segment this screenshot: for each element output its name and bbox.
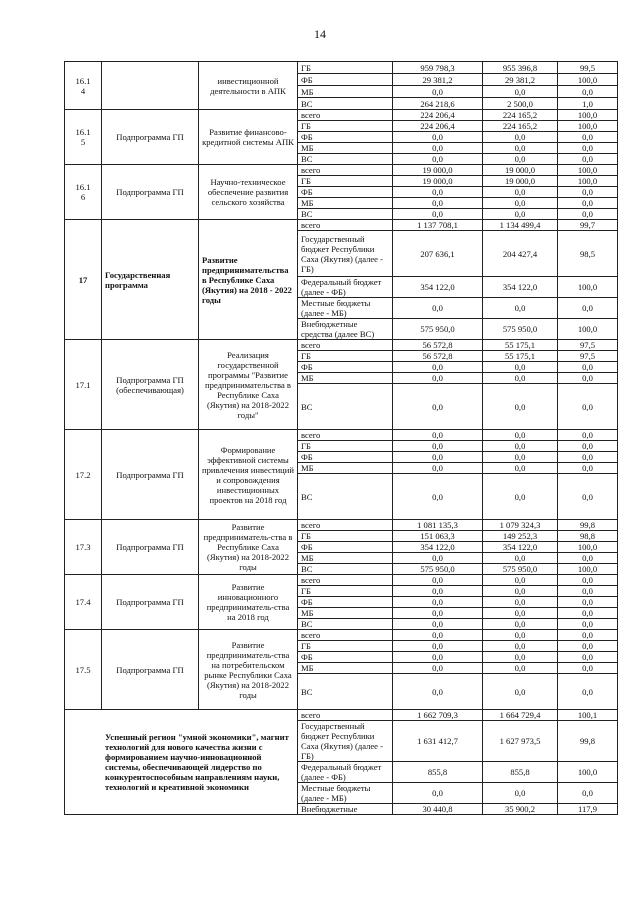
execution-percent: 0,0 bbox=[558, 641, 618, 652]
execution-percent: 0,0 bbox=[558, 674, 618, 710]
execution-percent: 0,0 bbox=[558, 652, 618, 663]
actual-amount: 0,0 bbox=[483, 143, 558, 154]
planned-amount: 855,8 bbox=[393, 762, 483, 783]
funding-source: Государственный бюджет Республики Саха (Якутия) (далее - ГБ) bbox=[298, 231, 393, 277]
planned-amount: 0,0 bbox=[393, 608, 483, 619]
actual-amount: 0,0 bbox=[483, 474, 558, 520]
program-type: Подпрограмма ГП bbox=[102, 110, 199, 165]
actual-amount: 0,0 bbox=[483, 652, 558, 663]
planned-amount: 0,0 bbox=[393, 553, 483, 564]
actual-amount: 575 950,0 bbox=[483, 564, 558, 575]
planned-amount: 0,0 bbox=[393, 298, 483, 319]
actual-amount: 0,0 bbox=[483, 198, 558, 209]
funding-source: МБ bbox=[298, 663, 393, 674]
execution-percent: 97,5 bbox=[558, 340, 618, 351]
execution-percent: 0,0 bbox=[558, 430, 618, 441]
actual-amount: 575 950,0 bbox=[483, 319, 558, 340]
planned-amount: 29 381,2 bbox=[393, 74, 483, 86]
table-row bbox=[65, 630, 618, 641]
actual-amount: 0,0 bbox=[483, 154, 558, 165]
execution-percent: 100,0 bbox=[558, 277, 618, 298]
actual-amount: 0,0 bbox=[483, 86, 558, 98]
funding-source: ГБ bbox=[298, 176, 393, 187]
funding-source: МБ bbox=[298, 463, 393, 474]
program-type: Подпрограмма ГП bbox=[102, 165, 199, 220]
execution-percent: 97,5 bbox=[558, 351, 618, 362]
page-number: 14 bbox=[314, 27, 326, 41]
program-name: Формирование эффективной системы привлечения инвестиций и сопровождения инвестиционных проектов на 2018 год bbox=[199, 430, 298, 520]
execution-percent: 99,8 bbox=[558, 721, 618, 762]
actual-amount: 0,0 bbox=[483, 608, 558, 619]
funding-source: МБ bbox=[298, 198, 393, 209]
funding-source: Местные бюджеты (далее - МБ) bbox=[298, 298, 393, 319]
execution-percent: 0,0 bbox=[558, 187, 618, 198]
funding-source: МБ bbox=[298, 143, 393, 154]
actual-amount: 0,0 bbox=[483, 132, 558, 143]
planned-amount: 0,0 bbox=[393, 463, 483, 474]
actual-amount: 0,0 bbox=[483, 783, 558, 804]
execution-percent: 0,0 bbox=[558, 132, 618, 143]
actual-amount: 0,0 bbox=[483, 641, 558, 652]
execution-percent: 0,0 bbox=[558, 154, 618, 165]
execution-percent: 0,0 bbox=[558, 362, 618, 373]
funding-source: ГБ bbox=[298, 586, 393, 597]
funding-source: всего bbox=[298, 110, 393, 121]
funding-source: всего bbox=[298, 430, 393, 441]
execution-percent: 100,0 bbox=[558, 74, 618, 86]
execution-percent: 100,0 bbox=[558, 564, 618, 575]
actual-amount: 0,0 bbox=[483, 663, 558, 674]
actual-amount: 1 627 973,5 bbox=[483, 721, 558, 762]
planned-amount: 0,0 bbox=[393, 86, 483, 98]
execution-percent: 0,0 bbox=[558, 373, 618, 384]
planned-amount: 0,0 bbox=[393, 373, 483, 384]
funding-source: ГБ bbox=[298, 441, 393, 452]
funding-source: Государственный бюджет Республики Саха (Якутия) (далее - ГБ) bbox=[298, 721, 393, 762]
funding-source: всего bbox=[298, 710, 393, 721]
table-row bbox=[65, 165, 618, 176]
planned-amount: 56 572,8 bbox=[393, 340, 483, 351]
funding-source: ВС bbox=[298, 474, 393, 520]
item-number: 17.4 bbox=[65, 575, 102, 630]
planned-amount: 1 631 412,7 bbox=[393, 721, 483, 762]
funding-source: ВС bbox=[298, 564, 393, 575]
planned-amount: 207 636,1 bbox=[393, 231, 483, 277]
actual-amount: 204 427,4 bbox=[483, 231, 558, 277]
execution-percent: 0,0 bbox=[558, 452, 618, 463]
funding-source: ФБ bbox=[298, 652, 393, 663]
item-number: 17.3 bbox=[65, 520, 102, 575]
planned-amount: 0,0 bbox=[393, 586, 483, 597]
planned-amount: 0,0 bbox=[393, 132, 483, 143]
funding-source: ВС bbox=[298, 619, 393, 630]
execution-percent: 100,0 bbox=[558, 176, 618, 187]
item-number: 17.5 bbox=[65, 630, 102, 710]
program-name: Развитие финансово-кредитной системы АПК bbox=[199, 110, 298, 165]
funding-source: МБ bbox=[298, 608, 393, 619]
funding-source: всего bbox=[298, 520, 393, 531]
actual-amount: 354 122,0 bbox=[483, 277, 558, 298]
actual-amount: 0,0 bbox=[483, 452, 558, 463]
funding-source: всего bbox=[298, 165, 393, 176]
actual-amount: 0,0 bbox=[483, 586, 558, 597]
execution-percent: 98,8 bbox=[558, 531, 618, 542]
planned-amount: 0,0 bbox=[393, 154, 483, 165]
planned-amount: 1 081 135,3 bbox=[393, 520, 483, 531]
execution-percent: 100,0 bbox=[558, 121, 618, 132]
execution-percent: 0,0 bbox=[558, 143, 618, 154]
actual-amount: 224 165,2 bbox=[483, 110, 558, 121]
funding-source: ФБ bbox=[298, 542, 393, 553]
execution-percent: 100,0 bbox=[558, 165, 618, 176]
planned-amount: 0,0 bbox=[393, 209, 483, 220]
planned-amount: 224 206,4 bbox=[393, 110, 483, 121]
planned-amount: 0,0 bbox=[393, 674, 483, 710]
actual-amount: 0,0 bbox=[483, 630, 558, 641]
actual-amount: 55 175,1 bbox=[483, 340, 558, 351]
planned-amount: 0,0 bbox=[393, 641, 483, 652]
funding-source: ФБ bbox=[298, 362, 393, 373]
actual-amount: 354 122,0 bbox=[483, 542, 558, 553]
funding-source: ФБ bbox=[298, 187, 393, 198]
actual-amount: 35 900,2 bbox=[483, 804, 558, 815]
execution-percent: 0,0 bbox=[558, 298, 618, 319]
table-row bbox=[65, 62, 618, 74]
funding-source: Внебюджетные средства (далее ВС) bbox=[298, 319, 393, 340]
actual-amount: 1 664 729,4 bbox=[483, 710, 558, 721]
funding-source: МБ bbox=[298, 86, 393, 98]
program-type: Подпрограмма ГП (обеспечивающая) bbox=[102, 340, 199, 430]
program-name: Научно-техническое обеспечение развития сельского хозяйства bbox=[199, 165, 298, 220]
actual-amount: 224 165,2 bbox=[483, 121, 558, 132]
execution-percent: 0,0 bbox=[558, 209, 618, 220]
funding-source: ГБ bbox=[298, 62, 393, 74]
execution-percent: 100,0 bbox=[558, 319, 618, 340]
planned-amount: 0,0 bbox=[393, 597, 483, 608]
funding-source: ФБ bbox=[298, 74, 393, 86]
funding-source: Федеральный бюджет (далее - ФБ) bbox=[298, 277, 393, 298]
execution-percent: 0,0 bbox=[558, 630, 618, 641]
planned-amount: 354 122,0 bbox=[393, 542, 483, 553]
actual-amount: 0,0 bbox=[483, 619, 558, 630]
funding-source: всего bbox=[298, 575, 393, 586]
planned-amount: 56 572,8 bbox=[393, 351, 483, 362]
planned-amount: 0,0 bbox=[393, 143, 483, 154]
program-type: Подпрограмма ГП bbox=[102, 520, 199, 575]
funding-source: всего bbox=[298, 220, 393, 231]
funding-source: Федеральный бюджет (далее - ФБ) bbox=[298, 762, 393, 783]
item-number: 16.1 4 bbox=[65, 62, 102, 110]
execution-percent: 0,0 bbox=[558, 608, 618, 619]
item-number: 17 bbox=[65, 220, 102, 340]
execution-percent: 99,7 bbox=[558, 220, 618, 231]
planned-amount: 19 000,0 bbox=[393, 176, 483, 187]
funding-source: всего bbox=[298, 630, 393, 641]
funding-source: МБ bbox=[298, 553, 393, 564]
funding-source: ВС bbox=[298, 384, 393, 430]
planned-amount: 0,0 bbox=[393, 619, 483, 630]
program-type: Подпрограмма ГП bbox=[102, 630, 199, 710]
table-row bbox=[65, 430, 618, 441]
actual-amount: 2 500,0 bbox=[483, 98, 558, 110]
execution-percent: 1,0 bbox=[558, 98, 618, 110]
funding-source: ГБ bbox=[298, 641, 393, 652]
funding-source: ВС bbox=[298, 98, 393, 110]
planned-amount: 959 798,3 bbox=[393, 62, 483, 74]
funding-source: ФБ bbox=[298, 597, 393, 608]
item-number: 16.1 5 bbox=[65, 110, 102, 165]
funding-source: Внебюджетные bbox=[298, 804, 393, 815]
funding-source: МБ bbox=[298, 373, 393, 384]
actual-amount: 0,0 bbox=[483, 597, 558, 608]
planned-amount: 0,0 bbox=[393, 384, 483, 430]
funding-source: ВС bbox=[298, 674, 393, 710]
table-row bbox=[65, 340, 618, 351]
planned-amount: 0,0 bbox=[393, 663, 483, 674]
planned-amount: 0,0 bbox=[393, 430, 483, 441]
execution-percent: 0,0 bbox=[558, 619, 618, 630]
actual-amount: 0,0 bbox=[483, 674, 558, 710]
planned-amount: 0,0 bbox=[393, 575, 483, 586]
program-name: Развитие предприниматель-ства на потребительском рынке Республики Саха (Якутия) на 2018-2022 годы bbox=[199, 630, 298, 710]
funding-source: всего bbox=[298, 340, 393, 351]
actual-amount: 0,0 bbox=[483, 209, 558, 220]
program-type: Государственная программа bbox=[102, 220, 199, 340]
execution-percent: 0,0 bbox=[558, 663, 618, 674]
actual-amount: 0,0 bbox=[483, 187, 558, 198]
program-name: Развитие предпринимательства в Республике Саха (Якутия) на 2018 - 2022 годы bbox=[199, 220, 298, 340]
program-name: Развитие инновационного предприниматель-ства на 2018 год bbox=[199, 575, 298, 630]
funding-source: ВС bbox=[298, 209, 393, 220]
execution-percent: 100,1 bbox=[558, 710, 618, 721]
execution-percent: 0,0 bbox=[558, 198, 618, 209]
execution-percent: 99,5 bbox=[558, 62, 618, 74]
actual-amount: 1 134 499,4 bbox=[483, 220, 558, 231]
actual-amount: 0,0 bbox=[483, 430, 558, 441]
actual-amount: 149 252,3 bbox=[483, 531, 558, 542]
planned-amount: 0,0 bbox=[393, 362, 483, 373]
table-row bbox=[65, 710, 618, 721]
funding-source: ВС bbox=[298, 154, 393, 165]
execution-percent: 100,0 bbox=[558, 542, 618, 553]
table-row bbox=[65, 575, 618, 586]
actual-amount: 1 079 324,3 bbox=[483, 520, 558, 531]
funding-source: ФБ bbox=[298, 452, 393, 463]
planned-amount: 224 206,4 bbox=[393, 121, 483, 132]
item-number: 17.1 bbox=[65, 340, 102, 430]
actual-amount: 0,0 bbox=[483, 463, 558, 474]
table-row bbox=[65, 220, 618, 231]
execution-percent: 99,8 bbox=[558, 520, 618, 531]
planned-amount: 0,0 bbox=[393, 198, 483, 209]
planned-amount: 354 122,0 bbox=[393, 277, 483, 298]
execution-percent: 0,0 bbox=[558, 474, 618, 520]
planned-amount: 0,0 bbox=[393, 474, 483, 520]
actual-amount: 955 396,8 bbox=[483, 62, 558, 74]
item-number: 17.2 bbox=[65, 430, 102, 520]
planned-amount: 0,0 bbox=[393, 652, 483, 663]
execution-percent: 117,9 bbox=[558, 804, 618, 815]
actual-amount: 55 175,1 bbox=[483, 351, 558, 362]
execution-percent: 0,0 bbox=[558, 586, 618, 597]
execution-percent: 100,0 bbox=[558, 762, 618, 783]
execution-percent: 0,0 bbox=[558, 783, 618, 804]
funding-source: ГБ bbox=[298, 531, 393, 542]
execution-percent: 98,5 bbox=[558, 231, 618, 277]
execution-percent: 0,0 bbox=[558, 441, 618, 452]
planned-amount: 0,0 bbox=[393, 187, 483, 198]
actual-amount: 0,0 bbox=[483, 441, 558, 452]
program-type: Подпрограмма ГП bbox=[102, 430, 199, 520]
actual-amount: 0,0 bbox=[483, 575, 558, 586]
program-type: Подпрограмма ГП bbox=[102, 575, 199, 630]
funding-source: ФБ bbox=[298, 132, 393, 143]
planned-amount: 0,0 bbox=[393, 452, 483, 463]
actual-amount: 0,0 bbox=[483, 373, 558, 384]
section-title: Успешный регион "умной экономики", магнит технологий для нового качества жизни с формированием научно-инновационной системы, обеспечивающей лидерство по конкурентоспособным направлениям науки, технологий и креативной экономики bbox=[65, 710, 298, 815]
planned-amount: 1 662 709,3 bbox=[393, 710, 483, 721]
planned-amount: 0,0 bbox=[393, 783, 483, 804]
execution-percent: 100,0 bbox=[558, 110, 618, 121]
planned-amount: 151 063,3 bbox=[393, 531, 483, 542]
item-number: 16.1 6 bbox=[65, 165, 102, 220]
actual-amount: 0,0 bbox=[483, 362, 558, 373]
actual-amount: 19 000,0 bbox=[483, 176, 558, 187]
actual-amount: 0,0 bbox=[483, 298, 558, 319]
planned-amount: 575 950,0 bbox=[393, 564, 483, 575]
actual-amount: 29 381,2 bbox=[483, 74, 558, 86]
program-name: Реализация государственной программы "Развитие предпринимательства в Республике Саха (Якутия) на 2018-2022 годы" bbox=[199, 340, 298, 430]
execution-percent: 0,0 bbox=[558, 463, 618, 474]
funding-source: Местные бюджеты (далее - МБ) bbox=[298, 783, 393, 804]
table-row bbox=[65, 520, 618, 531]
planned-amount: 264 218,6 bbox=[393, 98, 483, 110]
planned-amount: 0,0 bbox=[393, 441, 483, 452]
table-row bbox=[65, 110, 618, 121]
program-type bbox=[102, 62, 199, 110]
execution-percent: 0,0 bbox=[558, 575, 618, 586]
planned-amount: 575 950,0 bbox=[393, 319, 483, 340]
program-name: Развитие предприниматель-ства в Республике Саха (Якутия) на 2018-2022 годы bbox=[199, 520, 298, 575]
actual-amount: 19 000,0 bbox=[483, 165, 558, 176]
execution-percent: 0,0 bbox=[558, 86, 618, 98]
execution-percent: 0,0 bbox=[558, 597, 618, 608]
actual-amount: 0,0 bbox=[483, 384, 558, 430]
funding-source: ГБ bbox=[298, 121, 393, 132]
actual-amount: 0,0 bbox=[483, 553, 558, 564]
execution-percent: 0,0 bbox=[558, 384, 618, 430]
execution-percent: 0,0 bbox=[558, 553, 618, 564]
actual-amount: 855,8 bbox=[483, 762, 558, 783]
planned-amount: 30 440,8 bbox=[393, 804, 483, 815]
program-name: инвестиционной деятельности в АПК bbox=[199, 62, 298, 110]
funding-source: ГБ bbox=[298, 351, 393, 362]
planned-amount: 1 137 708,1 bbox=[393, 220, 483, 231]
budget-execution-table bbox=[64, 61, 618, 815]
planned-amount: 19 000,0 bbox=[393, 165, 483, 176]
planned-amount: 0,0 bbox=[393, 630, 483, 641]
